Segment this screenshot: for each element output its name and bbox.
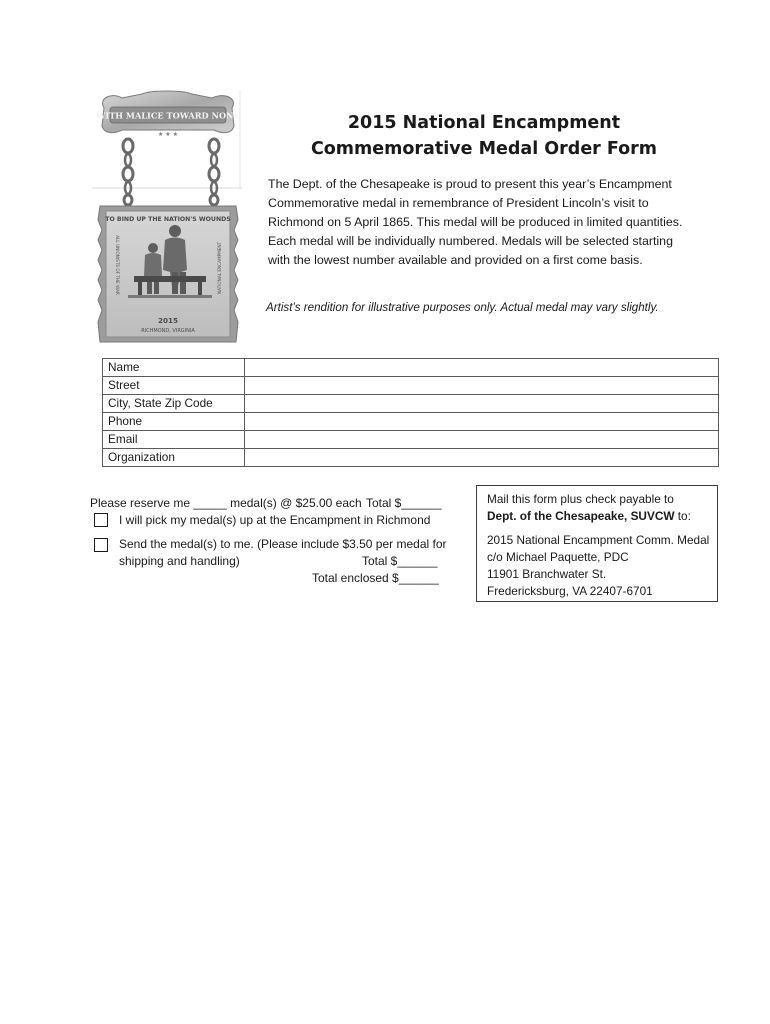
organization-label: Organization	[103, 449, 245, 467]
city-state-zip-label: City, State Zip Code	[103, 395, 245, 413]
ship-label-line-1: Send the medal(s) to me. (Please include $3.50 per medal for	[119, 537, 447, 551]
street-field[interactable]	[245, 377, 719, 395]
reserve-total: Total $______	[366, 496, 442, 510]
intro-line: with the lowest number available and provided on a first come basis.	[268, 253, 643, 267]
medal-left-text: ALL UNIONISTS OF THE WAR	[115, 235, 120, 295]
city-state-zip-field[interactable]	[245, 395, 719, 413]
svg-text:★ ★ ★: ★ ★ ★	[158, 131, 178, 138]
medal-year: 2015	[157, 316, 179, 325]
page-title-line-1: 2015 National Encampment	[347, 113, 621, 133]
mailing-address-line: 11901 Branchwater St.	[487, 567, 607, 581]
contact-info-table	[102, 358, 719, 467]
payee-line	[487, 508, 691, 524]
email-label: Email	[103, 431, 245, 449]
phone-label: Phone	[103, 413, 245, 431]
table-row	[103, 377, 719, 395]
medal-body	[98, 206, 238, 342]
name-field[interactable]	[245, 359, 719, 377]
medal-illustration	[92, 90, 244, 346]
intro-line: Richmond on 5 April 1865. This medal will be produced in limited quantities.	[268, 215, 683, 229]
table-row	[103, 359, 719, 377]
page-title-line-2: Commemorative Medal Order Form	[310, 139, 658, 159]
mail-instruction-text: Mail this form plus check payable to	[487, 492, 674, 506]
table-row	[103, 449, 719, 467]
mailing-address-line: Fredericksburg, VA 22407-6701	[487, 584, 653, 598]
medal-chains	[123, 139, 219, 205]
mailing-address-line: 2015 National Encampment Comm. Medal	[487, 533, 710, 547]
reserve-quantity-line: Please reserve me _____ medal(s) @ $25.00 each	[90, 496, 362, 510]
name-label: Name	[103, 359, 245, 377]
ship-checkbox[interactable]	[94, 538, 108, 552]
organization-field[interactable]	[245, 449, 719, 467]
payee-name: Dept. of the Chesapeake, SUVCW	[487, 509, 675, 523]
pickup-checkbox[interactable]	[94, 513, 108, 527]
table-row	[103, 431, 719, 449]
total-enclosed: Total enclosed $______	[312, 571, 439, 585]
medal-right-text: NATIONAL ENCAMPMENT	[217, 241, 222, 295]
disclaimer-note: Artist’s rendition for illustrative purposes only. Actual medal may vary slightly.	[266, 301, 659, 314]
mailing-address-line: c/o Michael Paquette, PDC	[487, 550, 629, 564]
payee-suffix: to:	[674, 509, 691, 523]
table-row	[103, 413, 719, 431]
medal-banner	[95, 91, 240, 138]
intro-line: The Dept. of the Chesapeake is proud to present this year’s Encampment	[268, 177, 672, 191]
intro-line: Each medal will be individually numbered. Medals will be selected starting	[268, 234, 673, 248]
email-field[interactable]	[245, 431, 719, 449]
intro-line: Commemorative medal in remembrance of President Lincoln’s visit to	[268, 196, 649, 210]
pickup-label: I will pick my medal(s) up at the Encampment in Richmond	[119, 513, 431, 527]
mail-instructions-box	[476, 485, 718, 602]
medal-top-text: TO BIND UP THE NATION'S WOUNDS	[105, 216, 231, 223]
street-label: Street	[103, 377, 245, 395]
ship-total: Total $______	[362, 554, 438, 568]
phone-field[interactable]	[245, 413, 719, 431]
medal-location: RICHMOND, VIRGINIA	[141, 328, 195, 334]
table-row	[103, 395, 719, 413]
medal-banner-text: WITH MALICE TOWARD NONE	[96, 110, 240, 121]
ship-label-line-2: shipping and handling)	[119, 554, 240, 568]
